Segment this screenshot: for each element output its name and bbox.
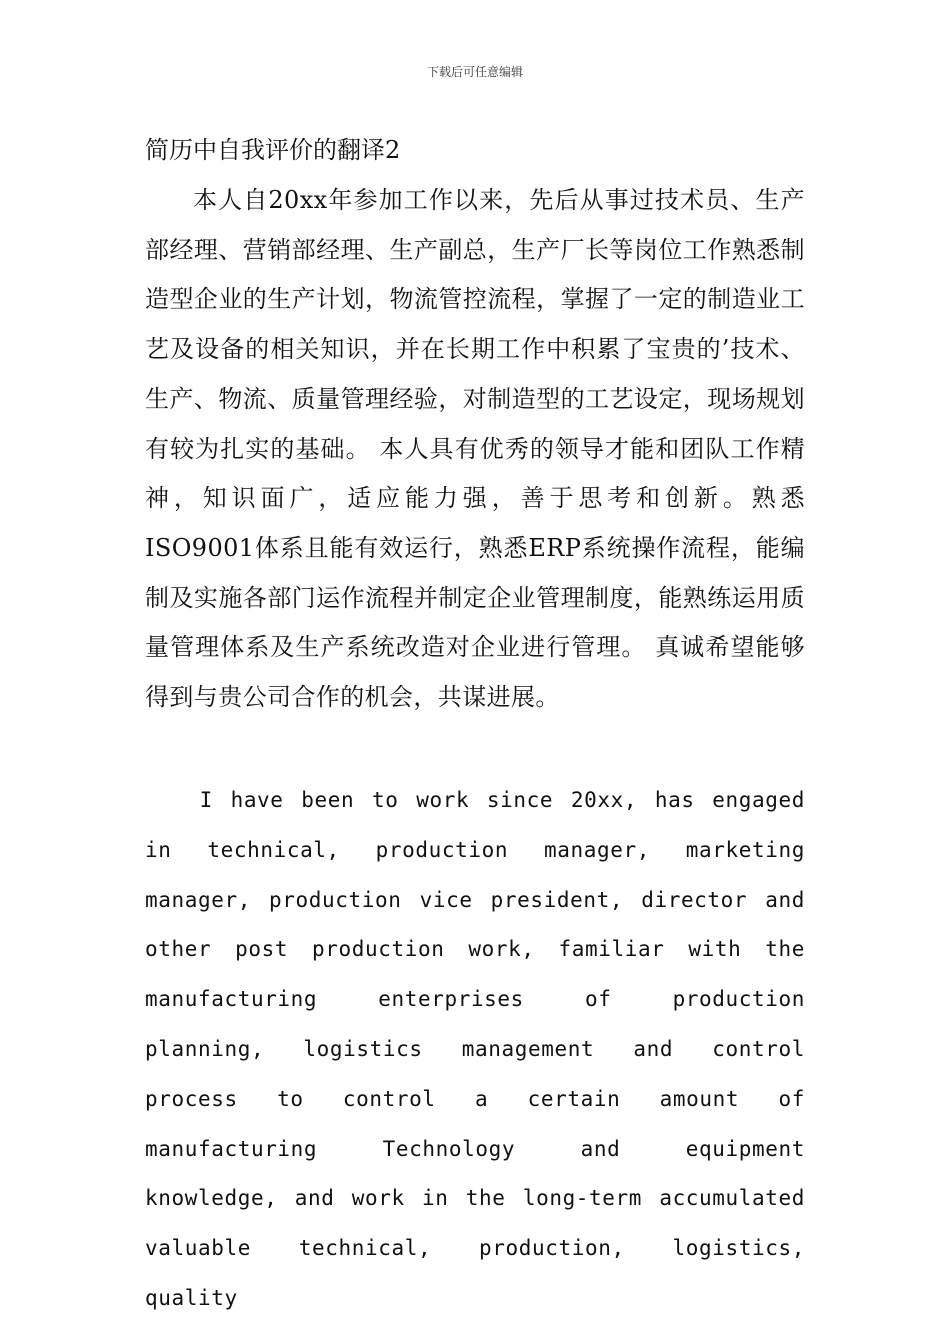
- chinese-paragraph: 本人自20xx年参加工作以来，先后从事过技术员、生产部经理、营销部经理、生产副总，生产厂长等岗位工作熟悉制造型企业的生产计划，物流管控流程，掌握了一定的制造业工艺及设备的相关知识，并在长期工作中积累了宝贵的’技术、生产、物流、质量管理经验，对制造型的工艺设定，现场规划有较为扎实的基础。 本人具有优秀的领导才能和团队工作精神，知识面广，适应能力强，善于思考和创新。熟悉ISO9001体系且能有效运行，熟悉ERP系统操作流程，能编制及实施各部门运作流程并制定企业管理制度，能熟练运用质量管理体系及生产系统改造对企业进行管理。 真诚希望能够得到与贵公司合作的机会，共谋进展。: [145, 186, 805, 712]
- page-header-note: 下载后可任意编辑: [426, 65, 523, 79]
- english-paragraph: I have been to work since 20xx, has engaged in technical, production manager, marketing manager, production vice president, director and other post production work, familiar with the manufacturing enterprises of production planning, logistics management and control process to control a certain amount of manufacturing Technology and equipment knowledge, and work in the long-term accumulated valuable technical, production, logistics, quality: [145, 788, 805, 1310]
- document-title: 简历中自我评价的翻译2: [145, 136, 401, 164]
